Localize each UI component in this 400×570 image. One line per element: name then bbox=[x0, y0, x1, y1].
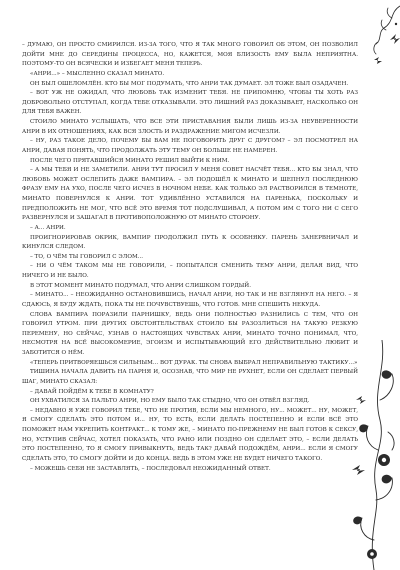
paragraph: – МИНАТО... – НЕОЖИДАННО ОСТАНОВИВШИСЬ, НАЧАЛ АНРИ, НО ТАК И НЕ ВЗГЛЯНУЛ НА НЕГО. – Я СДАЮСЬ, Я БУДУ ЖДАТЬ, ПОКА ТЫ НЕ ПОЧУВСТВУЕШЬ, ЧТО ГОТОВ. МНЕ СПЕШИТЬ НЕКУДА. bbox=[22, 292, 358, 308]
paragraph: – НУ, РАЗ ТАКОЕ ДЕЛО, ПОЧЕМУ БЫ ВАМ НЕ ПОГОВОРИТЬ ДРУГ С ДРУГОМ? – ЭЛ ПОСМОТРЕЛ НА АНРИ, ДАВАЯ ПОНЯТЬ, ЧТО ПРОДОЛЖАТЬ ЭТУ ТЕМУ ОН БОЛЬШЕ НЕ НАМЕРЕН. bbox=[22, 138, 358, 154]
paragraph: – А... АНРИ. bbox=[30, 224, 66, 231]
paragraph: СТОИЛО МИНАТО УСЛЫШАТЬ, ЧТО ВСЕ ЭТИ ПРИСТАВАНИЯ БЫЛИ ЛИШЬ ИЗ-ЗА НЕУВЕРЕННОСТИ АНРИ В ИХ ОТНОШЕНИЯХ, КАК ВСЯ ЗЛОСТЬ И РАЗДРАЖЕНИЕ МИГОМ ИСЧЕЗЛИ. bbox=[22, 119, 358, 135]
paragraph: – МОЖЕШЬ СЕБЯ НЕ ЗАСТАВЛЯТЬ, – ПОСЛЕДОВАЛ НЕОЖИДАННЫЙ ОТВЕТ. bbox=[30, 465, 271, 472]
paragraph: ПРОИГНОРИРОВАВ ОКРИК, ВАМПИР ПРОДОЛЖИЛ ПУТЬ К ОСОБНЯКУ. ПАРЕНЬ ЗАНЕРВНИЧАЛ И КИНУЛСЯ СЛЕДОМ. bbox=[22, 234, 358, 251]
paragraph: ОН БЫЛ ОШЕЛОМЛЁН. КТО БЫ МОГ ПОДУМАТЬ, ЧТО АНРИ ТАК ДУМАЕТ. ЭЛ ТОЖЕ БЫЛ ОЗАДАЧЕН. bbox=[30, 80, 349, 87]
paragraph: «ТЕПЕРЬ ПРИТВОРЯЕШЬСЯ СИЛЬНЫМ... ВОТ ДУРАК. ТЫ СНОВА ВЫБРАЛ НЕПРАВИЛЬНУЮ ТАКТИКУ...» bbox=[30, 359, 358, 366]
paragraph: ОН УХВАТИЛСЯ ЗА ПАЛЬТО АНРИ, НО ЕМУ БЫЛО ТАК СТЫДНО, ЧТО ОН ОТВЁЛ ВЗГЛЯД. bbox=[30, 398, 310, 405]
paragraph: – НЕДАВНО Я УЖЕ ГОВОРИЛ ТЕБЕ, ЧТО НЕ ПРОТИВ, ЕСЛИ МЫ НЕМНОГО, НУ... МОЖЕТ... НУ, МОЖЕТ, Я СМОГУ СДЕЛАТЬ ЭТО ПОТОМ И... НУ, ТО ЕСТЬ, ЕСЛИ ДЕЛАТЬ ПОСТЕПЕННО И ЕСЛИ ВСЁ ЭТО ПОМОЖЕТ НАМ УКРЕПИТЬ КОНТРАКТ... К ТОМУ ЖЕ, – МИНАТО ПО-ПРЕЖНЕМУ НЕ БЫЛ ГОТОВ К СЕКСУ, НО, УСТУПИВ СЕЙЧАС, ХОТЕЛ ПОКАЗАТЬ, ЧТО РАНО ИЛИ ПОЗДНО ОН СДЕЛАЕТ ЭТО, – ЕСЛИ ДЕЛАТЬ ЭТО ПОСТЕПЕННО, ТО Я СМОГУ ПРИВЫКНУТЬ, ВЕДЬ ТАК? ДАВАЙ ПОДОЖДЁМ, АНРИ... ЕСЛИ Я СМОГУ СДЕЛАТЬ ЭТО, ТО СМОГУ ДОЙТИ И ДО КОНЦА. ВЕДЬ В ЭТОМ УЖЕ НЕ БУДЕТ НИЧЕГО ТАКОГО. bbox=[22, 407, 358, 462]
paragraph: – А МЫ ТЕБЯ И НЕ ЗАМЕТИЛИ. АНРИ ТУТ ПРОСИЛ У МЕНЯ СОВЕТ НАСЧЁТ ТЕБЯ... КТО БЫ ЗНАЛ, ЧТО ЛЮБОВЬ МОЖЕТ ОСЛЕПИТЬ ДАЖЕ ВАМПИРА. – ЭЛ ПОДОШЁЛ К МИНАТО И ШЕПНУЛ ПОСЛЕДНЮЮ ФРАЗУ ЕМУ НА УХО, ПОСЛЕ ЧЕГО ИСЧЕЗ В НОЧНОМ НЕБЕ. КАК ТОЛЬКО ЭЛ РАСТВОРИЛСЯ В ТЕМНОТЕ, МИНАТО ПОВЕРНУЛСЯ К АНРИ. ТОТ УДИВЛЁННО УСТАВИЛСЯ НА ПАРЕНЬКА, ПОСКОЛЬКУ И ПРЕДПОЛОЖИТЬ НЕ МОГ, ЧТО ВСЁ ЭТО ВРЕМЯ ТОТ ПОДСЛУШИВАЛ, А ПОТОМ ИМ С ТОГО НИ С СЕГО РАЗВЕРНУЛСЯ И ЗАШАГАЛ В ПРОТИВОПОЛОЖНУЮ ОТ МИНАТО СТОРОНУ. bbox=[22, 167, 358, 222]
paragraph: ТИШИНА НАЧАЛА ДАВИТЬ НА ПАРНЯ И, ОСОЗНАВ, ЧТО МИР НЕ РУХНЕТ, ЕСЛИ ОН СДЕЛАЕТ ПЕРВЫЙ ШАГ, МИНАТО СКАЗАЛ: bbox=[22, 369, 358, 385]
paragraph: – НИ О ЧЁМ ТАКОМ МЫ НЕ ГОВОРИЛИ, – ПОПЫТАЛСЯ СМЕНИТЬ ТЕМУ АНРИ, ДЕЛАЯ ВИД, ЧТО НИЧЕГО И НЕ БЫЛО. bbox=[22, 263, 358, 279]
paragraph: В ЭТОТ МОМЕНТ МИНАТО ПОДУМАЛ, ЧТО АНРИ СЛИШКОМ ГОРДЫЙ. bbox=[30, 282, 251, 289]
story-text bbox=[22, 41, 358, 474]
paragraph: – ДУМАЮ, ОН ПРОСТО СМИРИЛСЯ. ИЗ-ЗА ТОГО, ЧТО Я ТАК МНОГО ГОВОРИЛ ОБ ЭТОМ, ОН ПОЗВОЛИЛ ДОЙТИ МНЕ ДО СЕРЕДИНЫ ПРОЦЕССА, НО, КАЖЕТСЯ, МОЯ БЛИЗОСТЬ ЕМУ БЫЛА НЕПРИЯТНА. ПОЭТОМУ-ТО ОН ВСЯЧЕСКИ И ИЗБЕГАЕТ МЕНЯ ТЕПЕРЬ. bbox=[22, 42, 358, 68]
paragraph: «АНРИ...» – МЫСЛЕННО СКАЗАЛ МИНАТО. bbox=[30, 70, 165, 77]
vine-ornament-top-icon bbox=[360, 0, 400, 80]
paragraph: ПОСЛЕ ЧЕГО ПРЯТАВШИЙСЯ МИНАТО РЕШИЛ ВЫЙТИ К НИМ. bbox=[30, 157, 230, 164]
paragraph: СЛОВА ВАМПИРА ПОРАЗИЛИ ПАРНИШКУ, ВЕДЬ ОНИ ПОЛНОСТЬЮ РАЗНИЛИСЬ С ТЕМ, ЧТО ОН ГОВОРИЛ УТРОМ. ПРИ ДРУГИХ ОБСТОЯТЕЛЬСТВАХ СТОИЛО БЫ РАЗОЗЛИТЬСЯ НА ТАКУЮ РЕЗКУЮ ПЕРЕМЕНУ, НО СЕЙЧАС, УЗНАВ О НАСТОЯЩИХ ЧУВСТВАХ АНРИ, МИНАТО ТОЧНО ПОНИМАЛ, ЧТО, НЕСМОТРЯ НА ВСЁ ВЫСОКОМЕРИЕ, ЭГОИЗМ И ИСПЫТЫВАЮЩИЙ ЕГО ДЕЙСТВИТЕЛЬНО ЛЮБИТ И ЗАБОТИТСЯ О НЁМ. bbox=[22, 311, 358, 356]
paragraph: – ВОТ УЖ НЕ ОЖИДАЛ, ЧТО ЛЮБОВЬ ТАК ИЗМЕНИТ ТЕБЯ. НЕ ПРИПОМНЮ, ЧТОБЫ ТЫ ХОТЬ РАЗ ДОБРОВОЛЬНО ОТСТУПАЛ, КОГДА ТЕБЕ ОТКАЗЫВАЛИ. ЭТО ЛИШНИЙ РАЗ ДОКАЗЫВАЕТ, НАСКОЛЬКО ОН ДЛЯ ТЕБЯ ВАЖЕН. bbox=[22, 90, 358, 116]
paragraph: – ДАВАЙ ПОЙДЁМ К ТЕБЕ В КОМНАТУ? bbox=[30, 388, 154, 395]
paragraph: – ТО, О ЧЁМ ТЫ ГОВОРИЛ С ЭЛОМ... bbox=[30, 253, 144, 260]
vine-ornament-bottom-icon bbox=[342, 340, 400, 570]
